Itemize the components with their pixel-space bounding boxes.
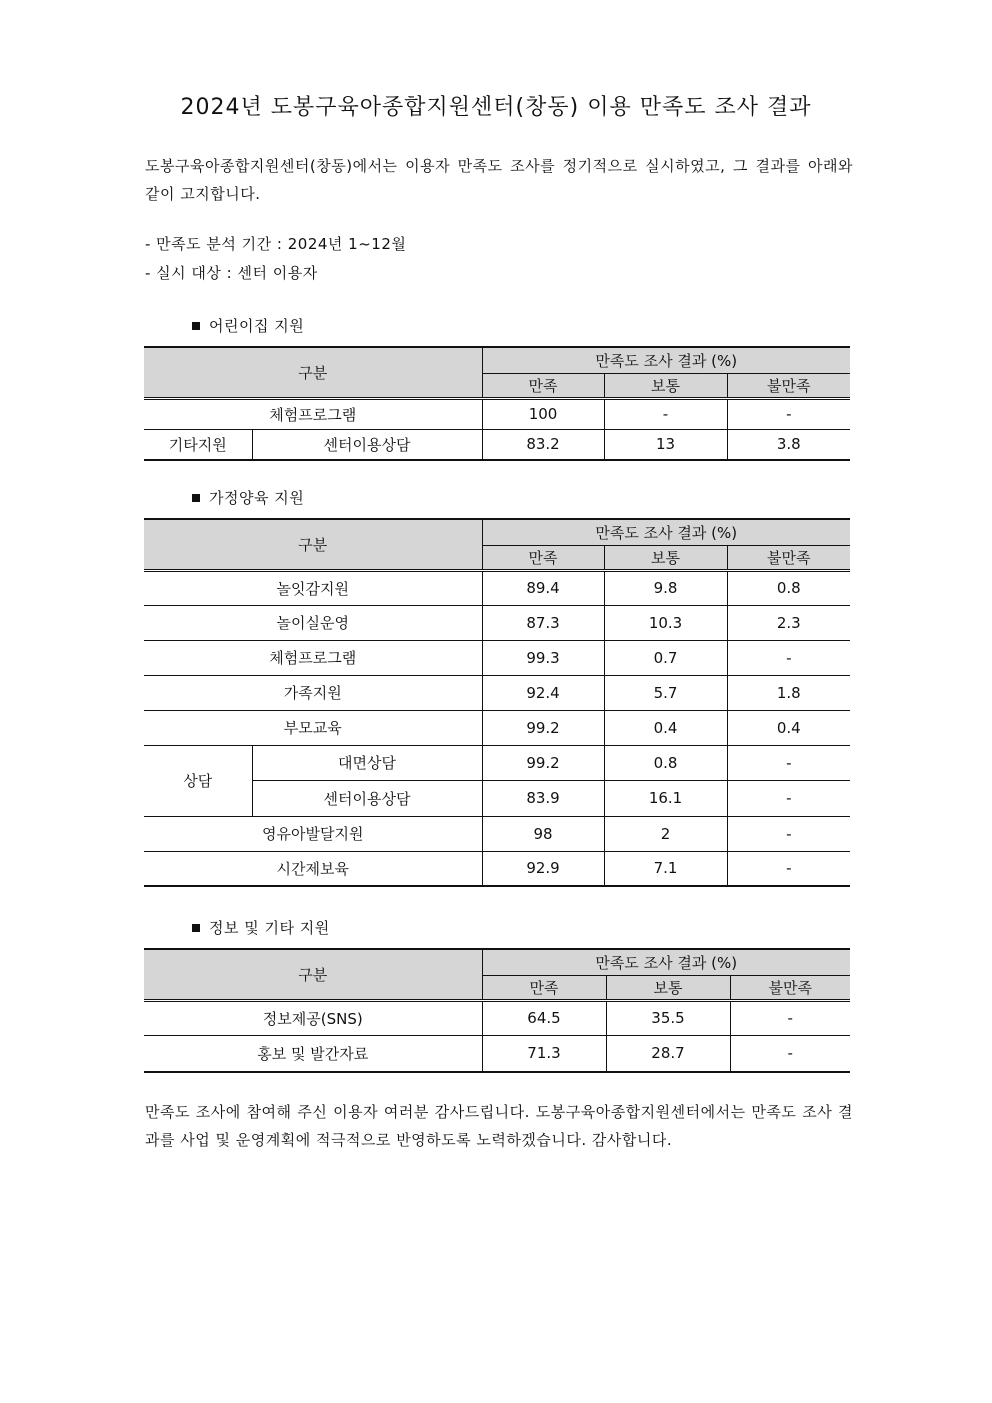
table-row [144,816,850,851]
closing-paragraph: 만족도 조사에 참여해 주신 이용자 여러분 감사드립니다. 도봉구육아종합지원센터에서는 만족도 조사 결과를 사업 및 운영계획에 적극적으로 반영하도록 노력하겠습니다. 감사합니다. [145,1103,853,1149]
row-label: 체험프로그램 [144,640,482,675]
section-title-home-parenting [192,487,304,508]
table-row [144,675,850,710]
cell-normal: 16.1 [604,780,727,816]
section-title-label: 정보 및 기타 지원 [209,919,330,937]
row-group-label: 기타지원 [144,429,252,460]
header-satisfied: 만족 [482,545,604,570]
info-support-table [144,948,850,1073]
header-normal: 보통 [604,545,727,570]
header-result: 만족도 조사 결과 (%) [482,519,850,545]
row-label: 부모교육 [144,710,482,745]
row-label: 정보제공(SNS) [144,1000,482,1035]
square-bullet-icon [192,924,200,932]
cell-satisfied: 98 [482,816,604,851]
cell-satisfied: 92.4 [482,675,604,710]
row-label: 시간제보육 [144,851,482,886]
cell-unsatisfied: - [727,398,850,429]
cell-unsatisfied: - [727,816,850,851]
header-category: 구분 [144,347,482,398]
section-title-info [192,917,330,938]
row-label: 영유아발달지원 [144,816,482,851]
row-group-label: 상담 [144,745,252,816]
header-normal: 보통 [606,975,730,1000]
square-bullet-icon [192,494,200,502]
row-label: 대면상담 [252,745,482,780]
row-label: 체험프로그램 [144,398,482,429]
home-parenting-support-table [144,518,850,887]
row-label: 센터이용상담 [252,780,482,816]
row-label: 놀잇감지원 [144,570,482,605]
header-result: 만족도 조사 결과 (%) [482,347,850,373]
table-row [144,1000,850,1035]
table-row [144,851,850,886]
table-header-row [144,347,850,373]
header-unsatisfied: 불만족 [730,975,850,1000]
cell-satisfied: 87.3 [482,605,604,640]
cell-unsatisfied: - [727,780,850,816]
header-result: 만족도 조사 결과 (%) [482,949,850,975]
intro-paragraph: 도봉구육아종합지원센터(창동)에서는 이용자 만족도 조사를 정기적으로 실시하였고, 그 결과를 아래와 같이 고지합니다. [145,157,853,203]
cell-unsatisfied: - [730,1035,850,1072]
cell-satisfied: 99.3 [482,640,604,675]
cell-satisfied: 83.2 [482,429,604,460]
header-satisfied: 만족 [482,975,606,1000]
cell-normal: 7.1 [604,851,727,886]
row-label: 센터이용상담 [252,429,482,460]
cell-satisfied: 100 [482,398,604,429]
cell-satisfied: 89.4 [482,570,604,605]
table-row [144,429,850,460]
section-title-label: 어린이집 지원 [209,317,305,335]
survey-target: - 실시 대상 : 센터 이용자 [145,264,318,282]
cell-normal: 13 [604,429,727,460]
cell-unsatisfied: 3.8 [727,429,850,460]
cell-satisfied: 71.3 [482,1035,606,1072]
cell-satisfied: 92.9 [482,851,604,886]
analysis-period: - 만족도 분석 기간 : 2024년 1~12월 [145,235,407,253]
header-unsatisfied: 불만족 [727,545,850,570]
cell-unsatisfied: - [727,640,850,675]
header-category: 구분 [144,519,482,570]
cell-satisfied: 99.2 [482,710,604,745]
cell-normal: 0.7 [604,640,727,675]
table-row [144,570,850,605]
cell-normal: - [604,398,727,429]
cell-satisfied: 99.2 [482,745,604,780]
table-row [144,605,850,640]
table-header-row [144,949,850,975]
row-label: 가족지원 [144,675,482,710]
table-row [144,1035,850,1072]
row-label: 홍보 및 발간자료 [144,1035,482,1072]
cell-normal: 35.5 [606,1000,730,1035]
table-row [144,745,850,780]
cell-satisfied: 83.9 [482,780,604,816]
cell-unsatisfied: - [727,745,850,780]
cell-satisfied: 64.5 [482,1000,606,1035]
daycare-support-table [144,346,850,461]
row-label: 놀이실운영 [144,605,482,640]
cell-normal: 5.7 [604,675,727,710]
cell-normal: 10.3 [604,605,727,640]
table-row [144,640,850,675]
cell-normal: 28.7 [606,1035,730,1072]
cell-unsatisfied: - [727,851,850,886]
section-title-daycare [192,315,304,336]
section-title-label: 가정양육 지원 [209,489,305,507]
table-header-row [144,519,850,545]
page-title: 2024년 도봉구육아종합지원센터(창동) 이용 만족도 조사 결과 [180,95,812,120]
table-row [144,398,850,429]
cell-normal: 9.8 [604,570,727,605]
header-unsatisfied: 불만족 [727,373,850,398]
cell-unsatisfied: 1.8 [727,675,850,710]
cell-unsatisfied: 0.8 [727,570,850,605]
header-normal: 보통 [604,373,727,398]
cell-normal: 2 [604,816,727,851]
header-category: 구분 [144,949,482,1000]
cell-unsatisfied: 0.4 [727,710,850,745]
header-satisfied: 만족 [482,373,604,398]
table-row [144,710,850,745]
cell-unsatisfied: - [730,1000,850,1035]
cell-unsatisfied: 2.3 [727,605,850,640]
cell-normal: 0.8 [604,745,727,780]
cell-normal: 0.4 [604,710,727,745]
square-bullet-icon [192,322,200,330]
